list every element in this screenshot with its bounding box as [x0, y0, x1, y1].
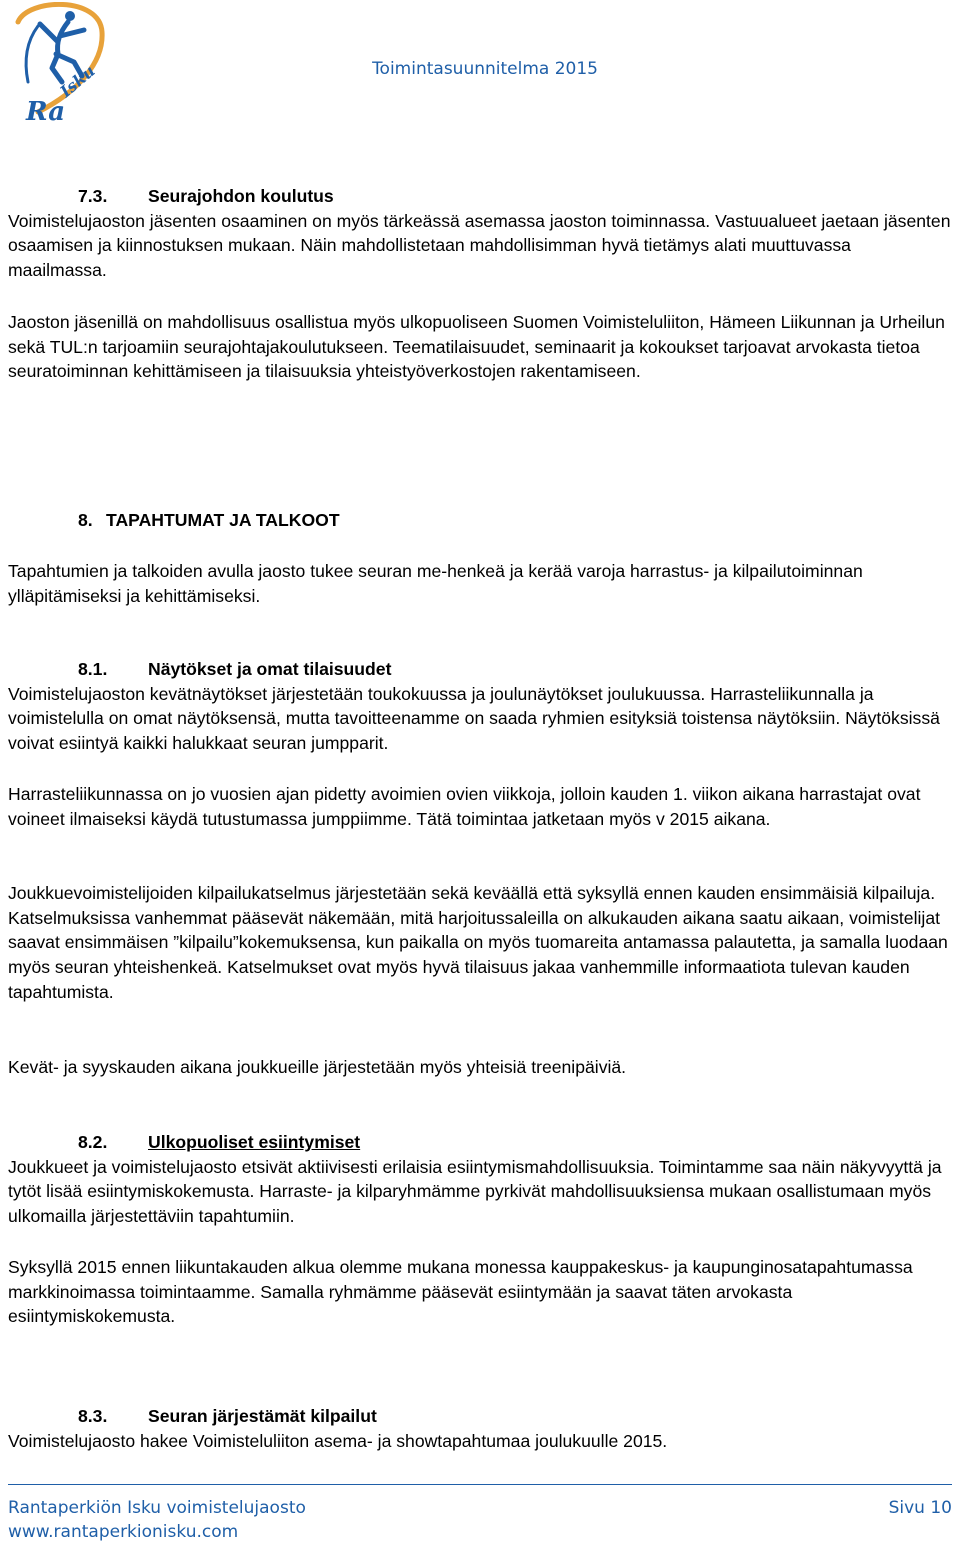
club-logo — [8, 2, 110, 134]
section-8-paragraph — [8, 559, 953, 608]
paragraph: Voimistelujaosto hakee Voimisteluliiton asema- ja showtapahtumaa joulukuulle 2015. — [8, 1430, 668, 1451]
paragraph: Voimistelujaoston kevätnäytökset järjestetään toukokuussa ja joulunäytökset joulukuussa. Harrasteliikunnalla ja voimistelulla on omat näytöksensä, mutta tavoitteenamme on saada ryhmien esityksiä toistensa näytöksiin. Näytöksissä voivat esiintyä kaikki halukkaat seuran jumpparit. — [8, 683, 940, 754]
section-title: Ulkopuoliset esiintymiset — [148, 1132, 361, 1152]
section-8-1-paragraph-2 — [8, 782, 953, 831]
logo-lettering-isku: Isku — [56, 61, 99, 102]
logo-lettering-ra: Ra — [26, 97, 66, 127]
footer-website-link[interactable]: www.rantaperkionisku.com — [8, 1522, 239, 1542]
section-title: Seuran järjestämät kilpailut — [148, 1406, 377, 1426]
paragraph: Jaoston jäsenillä on mahdollisuus osallistua myös ulkopuoliseen Suomen Voimisteluliiton, Hämeen Liikunnan ja Urheilun sekä TUL:n tarjoamiin seurajohtajakoulutukseen. Teematilaisuudet, seminaarit ja kokoukset tarjoavat arvokasta tietoa seuratoiminnan kehittämiseen ja tilaisuuksia yhteistyöverkostojen rakentamiseen. — [8, 312, 945, 382]
section-number: 8.2. — [78, 1132, 108, 1152]
logo-figure-head — [65, 11, 75, 21]
paragraph: Tapahtumien ja talkoiden avulla jaosto tukee seuran me-henkeä ja kerää varoja harrastus- ja kilpailutoiminnan ylläpitämiseksi ja kehittämiseksi. — [8, 561, 863, 606]
section-number: 7.3. — [78, 186, 108, 206]
section-heading — [8, 657, 953, 682]
section-title: Näytökset ja omat tilaisuudet — [148, 659, 392, 679]
section-8-2-paragraph-2 — [8, 1255, 953, 1329]
section-8 — [8, 508, 953, 533]
section-title: Seurajohdon koulutus — [148, 186, 334, 206]
footer-organization: Rantaperkiön Isku voimistelujaosto — [8, 1498, 306, 1518]
paragraph: Syksyllä 2015 ennen liikuntakauden alkua olemme mukana monessa kauppakeskus- ja kaupunginosatapahtumassa markkinoimassa toimintaamme. Samalla ryhmämme pääsevät esiintymään ja saavat täten arvokasta esiintymiskokemusta. — [8, 1257, 913, 1327]
paragraph: Joukkueet ja voimistelujaosto etsivät aktiivisesti erilaisia esiintymismahdollisuuksia. Toimintamme saa näin näkyvyyttä ja tytöt lisää esiintymiskokemusta. Harraste- ja kilparyhmämme pyrkivät mahdollisuuksiensa mukaan osallistumaan myös ulkomailla järjestettäviin tapahtumiin. — [8, 1156, 942, 1227]
section-heading — [8, 184, 953, 209]
footer-left — [8, 1496, 306, 1544]
paragraph: Joukkuevoimistelijoiden kilpailukatselmus järjestetään sekä keväällä että syksyllä ennen kauden ensimmäisiä kilpailuja. Katselmuksissa vanhemmat pääsevät näkemään, mitä harjoitussaleilla on alkukauden aikana saatu aikaan, voimistelijat saavat ensimmäisen ”kilpailu”kokemuksensa, kun paikalla on myös tuomareita antamassa palautetta, ja samalla luodaan myös seuran yhteishenkeä. Katselmukset ovat myös hyvä tilaisuus jakaa vanhemmille informaatiota tulevan kauden tapahtumista. — [8, 883, 948, 1002]
paragraph: Voimistelujaoston jäsenten osaaminen on myös tärkeässä asemassa jaoston toiminnassa. Vastuualueet jaetaan jäsenten osaamisen ja kiinnostuksen mukaan. Näin mahdollistetaan mahdollisimman hyvä tietämys alati muuttuvassa maailmassa. — [8, 210, 951, 281]
section-title: TAPAHTUMAT JA TALKOOT — [106, 510, 340, 530]
section-7-3 — [8, 184, 953, 283]
section-heading — [8, 508, 953, 533]
paragraph: Harrasteliikunnassa on jo vuosien ajan pidetty avoimien ovien viikkoja, jolloin kauden 1. viikon aikana harrastajat ovat voineet ilmaiseksi käydä tutustumassa jumppiimme. Tätä toimintaa jatketaan myös v 2015 aikana. — [8, 784, 921, 829]
section-heading — [8, 1404, 953, 1429]
document-title: Toimintasuunnitelma 2015 — [372, 59, 598, 79]
footer-divider — [8, 1484, 952, 1485]
section-8-1-paragraph-3 — [8, 881, 953, 1005]
section-7-3-paragraph-2 — [8, 310, 953, 384]
section-number: 8.1. — [78, 659, 108, 679]
section-8-1 — [8, 657, 953, 756]
section-8-2 — [8, 1130, 953, 1229]
section-heading — [8, 1130, 953, 1155]
page-number: Sivu 10 — [888, 1498, 952, 1518]
section-8-3 — [8, 1404, 953, 1453]
section-8-1-paragraph-4 — [8, 1055, 953, 1080]
paragraph: Kevät- ja syyskauden aikana joukkueille järjestetään myös yhteisiä treenipäiviä. — [8, 1057, 627, 1077]
section-number: 8.3. — [78, 1406, 108, 1426]
section-number: 8. — [78, 510, 93, 530]
logo-figure-ribbon — [26, 26, 38, 82]
